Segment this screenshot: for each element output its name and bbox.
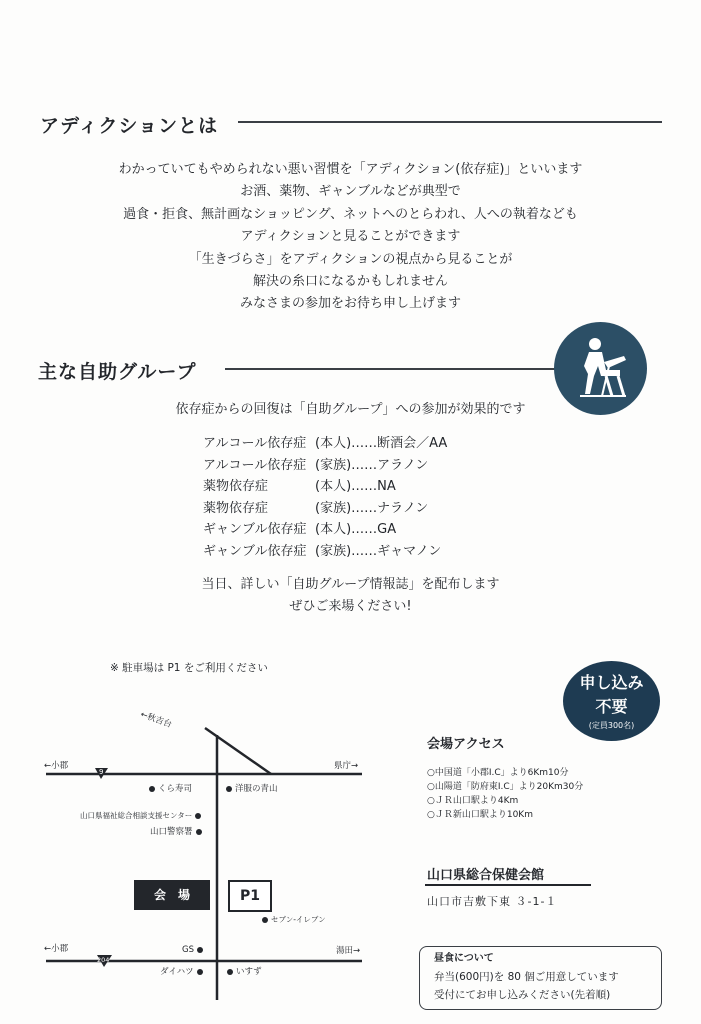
text-line: わかっていてもやめられない悪い習慣を「アディクション(依存症)」といいます <box>118 162 583 177</box>
no-registration-badge <box>563 661 660 741</box>
aoyama-label <box>223 782 278 794</box>
badge-line1: 申し込み <box>579 673 644 692</box>
map-dot <box>197 969 203 975</box>
disease-label: ギャンブル依存症 <box>203 543 307 559</box>
title-rule <box>238 121 662 123</box>
map-dot <box>227 969 233 975</box>
title-rule <box>225 368 560 370</box>
aoyama-text: 洋服の青山 <box>235 784 278 794</box>
access-item: ○中国道「小郡I.C」より6Km10分 <box>427 768 569 778</box>
group-label: (本人)……GA <box>315 522 397 537</box>
map-dot <box>262 917 268 923</box>
akiyoshidai-label: ←秋吉台 <box>138 709 174 731</box>
intro-text: 依存症からの回復は「自助グループ」への参加が効果的です <box>175 402 526 417</box>
text-line: 過食・拒食、無計画なショッピング、ネットへのとらわれ、人への執着なども <box>123 206 578 222</box>
disease-label: 薬物依存症 <box>203 500 269 516</box>
access-map <box>0 680 400 1024</box>
map-dot <box>226 786 232 792</box>
map-dot <box>149 786 155 792</box>
venue-box: 会 場 <box>134 880 210 910</box>
daihatsu-label <box>160 965 206 977</box>
groups-outro <box>0 574 701 619</box>
venue-address: 山口市吉敷下東 ３-1-１ <box>427 895 558 908</box>
addiction-description <box>0 159 701 316</box>
list-item <box>203 519 447 541</box>
venue-underline <box>425 884 591 886</box>
access-item: ○ＪＲ山口駅より4Km <box>427 796 519 806</box>
group-label: (家族)……ギャマノン <box>315 543 442 559</box>
text-line: アディクションと見ることができます <box>240 229 461 245</box>
welfare-center-text: 山口県福祉総合相談支援センター <box>80 811 193 820</box>
route-9-label: 9 <box>99 768 104 776</box>
text-line: みなさまの参加をお待ち申し上げます <box>239 296 461 312</box>
access-item: ○山陽道「防府東I.C」より20Km30分 <box>427 782 584 792</box>
lunch-line: 弁当(600円)を 80 個ご用意しています <box>434 971 619 983</box>
route-204-label: 204 <box>97 956 110 964</box>
badge-line2: 不要 <box>595 697 628 716</box>
map-dot <box>196 829 202 835</box>
lunch-title: 昼食について <box>434 953 494 964</box>
disease-label: ギャンブル依存症 <box>203 522 307 537</box>
kencho-label: 県庁→ <box>334 761 359 771</box>
outro-text: ぜひご来場ください! <box>289 599 412 615</box>
text-line: お酒、薬物、ギャンブルなどが典型で <box>240 184 461 200</box>
self-help-group-list <box>203 433 447 562</box>
group-label: (本人)……断酒会／AA <box>315 436 448 451</box>
yuda-label: 湯田→ <box>336 946 361 956</box>
list-item <box>203 541 447 563</box>
disease-label: アルコール依存症 <box>203 436 307 451</box>
group-label: (家族)……アラノン <box>315 457 429 473</box>
groups-intro <box>0 399 701 421</box>
isuzu-text: いすず <box>236 967 262 977</box>
list-item <box>203 455 447 477</box>
access-title: 会場アクセス <box>427 737 505 752</box>
access-item: ○ＪＲ新山口駅より10Km <box>427 810 533 820</box>
kura-sushi-label <box>146 782 192 794</box>
list-item <box>203 498 447 520</box>
police-label <box>150 825 205 837</box>
map-dot <box>195 813 201 819</box>
badge-capacity: (定員300名) <box>588 721 635 730</box>
map-dot <box>197 947 203 953</box>
section-title-addiction: アディクションとは <box>40 115 219 137</box>
parking-note: ※ 駐車場は P1 をご利用ください <box>110 662 268 674</box>
parking-p1-box: P1 <box>228 880 272 912</box>
lunch-line: 受付にてお申し込みください(先着順) <box>434 989 611 1001</box>
ogori-label: ←小郡 <box>44 761 69 771</box>
outro-text: 当日、詳しい「自助グループ情報誌」を配布します <box>201 577 500 592</box>
welfare-center-label <box>80 810 204 821</box>
seven-eleven-text: セブン-イレブン <box>271 915 326 924</box>
text-line: 「生きづらさ」をアディクションの視点から見ることが <box>188 251 513 267</box>
daihatsu-text: ダイハツ <box>160 967 194 977</box>
list-item <box>203 476 447 498</box>
text-line: 解決の糸口になるかもしれません <box>252 274 448 290</box>
disease-label: 薬物依存症 <box>203 479 269 494</box>
isuzu-label <box>224 965 262 977</box>
venue-name: 山口県総合保健会館 <box>427 868 545 883</box>
access-list <box>427 766 583 822</box>
lunch-info-box <box>419 946 662 1010</box>
group-label: (本人)……NA <box>315 479 396 494</box>
kura-text: くら寿司 <box>158 784 193 794</box>
ogori-bottom-label: ←小郡 <box>44 944 69 954</box>
police-text: 山口警察署 <box>150 827 193 837</box>
disease-label: アルコール依存症 <box>203 457 307 473</box>
seven-eleven-label <box>259 914 326 925</box>
gs-label <box>182 945 206 955</box>
group-label: (家族)……ナラノン <box>315 500 429 516</box>
section-title-groups: 主な自助グループ <box>38 361 197 383</box>
list-item <box>203 433 447 455</box>
gs-text: GS <box>182 945 194 955</box>
